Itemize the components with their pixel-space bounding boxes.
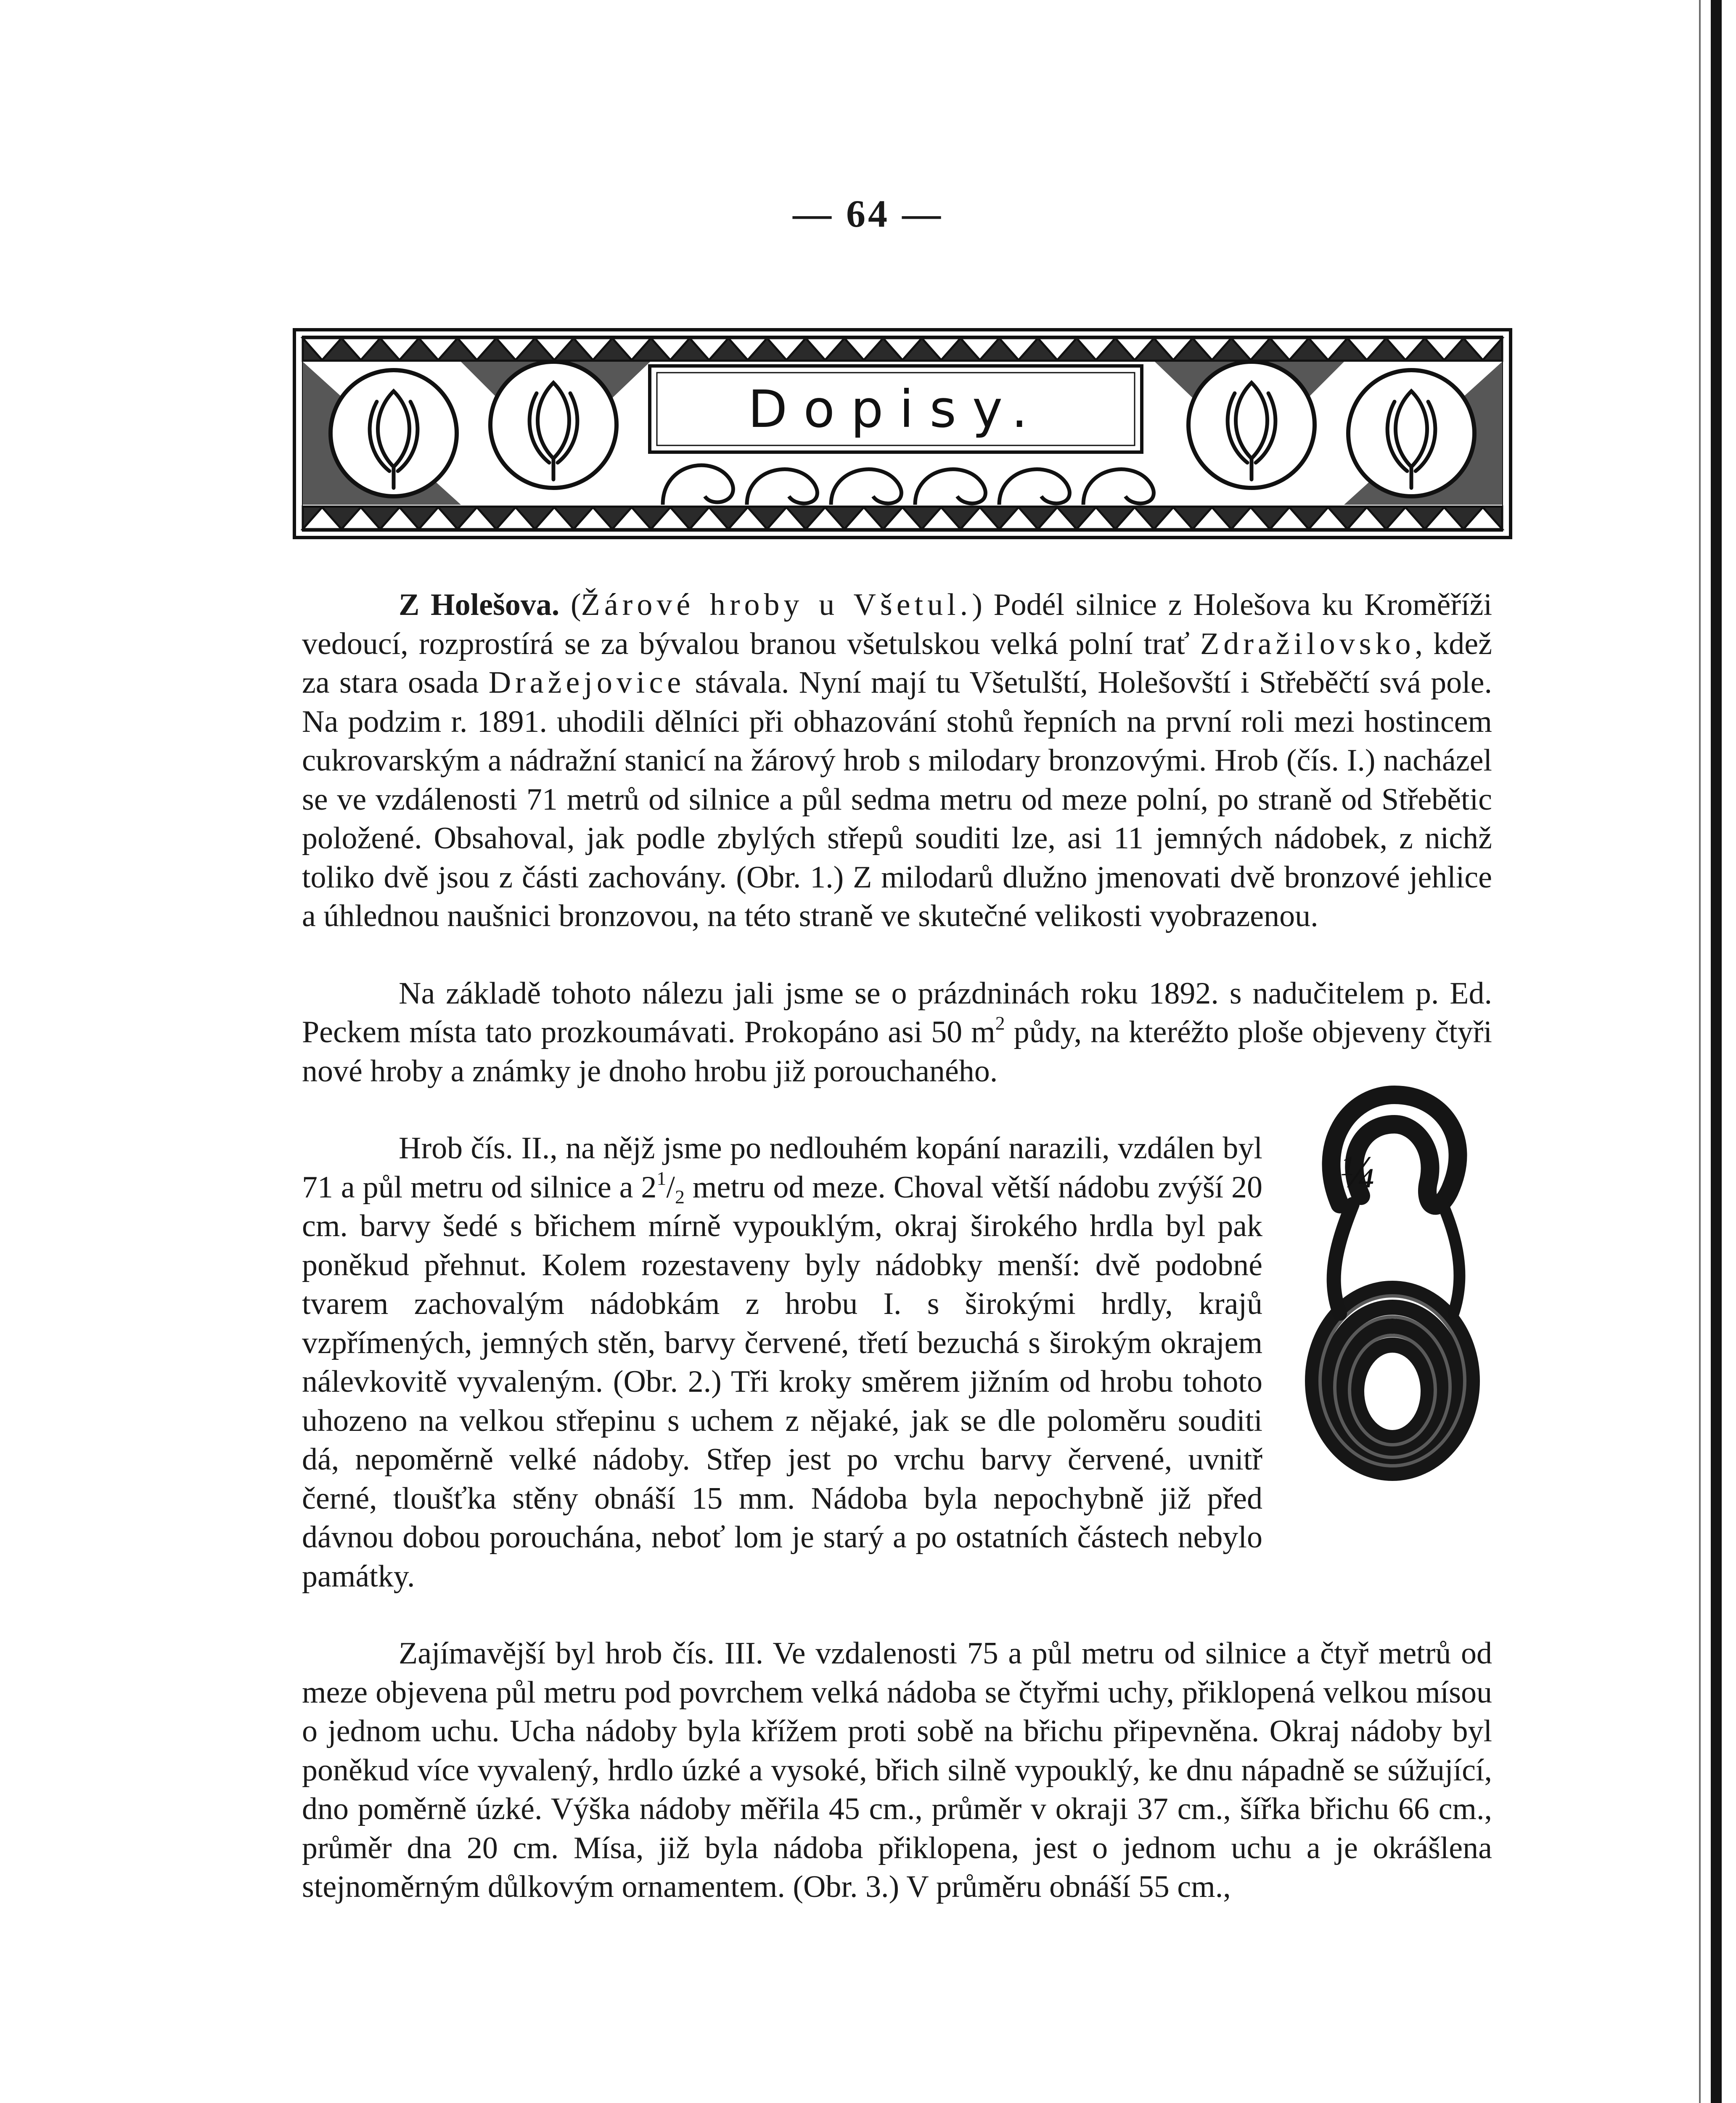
article-topic: Žárové hroby u Všetul. [581,588,972,622]
paragraph-2: Na základě tohoto nálezu jali jsme se o prázdninách roku 1892. s nadučitelem p. Ed. Peckem místa tato prozkoumávati. Prokopáno asi 50 $m^2$ půdy, na kteréžto ploše objeveny čtyři nové hroby a známky je dnoho hrobu již porouchaného. [302,976,1492,1089]
page-edge-line [1699,0,1701,2103]
bronze-earring-icon [1289,1078,1505,1525]
article-body [302,585,1492,1907]
figure-scale-label: ¼ [1340,1146,1375,1197]
paragraph-4: Zajímavější byl hrob čís. III. Ve vzdalenosti 75 a půl metru od silnice a čtyř metrů od meze objevena půl metru pod povrchem velká nádoba se čtyřmi uchy, přiklopená velkou mísou o jednom uchu. Ucha nádoby byla křížem proti sobě na břichu připevněna. Okraj nádoby byl poněkud více vyvalený, hrdlo úzké a vysoké, břich silně vypouklý, ke dnu nápadně se súžující, dno poměrně úzké. Výška nádoby měřila 45 cm., průměr v okraji 37 cm., šířka břichu 66 cm., průměr dna 20 cm. Mísa, již byla nádoba přiklopena, jest o jednom uchu a je okrášlena stejnoměrným důlkovým ornamentem. (Obr. 3.) V průměru obnáší 55 cm., [302,1636,1492,1904]
section-title: Dopisy. [748,379,1044,439]
page-edge-rule [1711,0,1722,2103]
village-name: Dražejovice [488,665,685,700]
field-name: Zdražilovsko [1200,626,1415,661]
page-number: — 64 — [793,192,943,235]
paragraph-3: Hrob čís. II., na nějž jsme po nedlouhém kopání narazili, vzdálen byl 71 a půl metru od silnice a $2^1/_2$ metru od meze. Choval větší nádobu zvýší 20 cm. barvy šedé s břichem mírně vypouklým, okraj širokého hrdla byl pak poněkud přehnut. Kolem rozestaveny byly nádobky menší: dvě podobné tvarem zachovalým nádobkám z hrobu I. s širokými hrdly, krajů vzpřímených, jemných stěn, barvy červené, třetí bezuchá s širokým okrajem nálevkovitě vyvaleným. (Obr. 2.) Tři kroky směrem jižním od hrobu tohoto uhozeno na velkou střepinu s uchem z nějaké, jak se dle poloměru souditi dá, nepoměrně velké nádoby. Střep jest po vrchu barvy červené, uvnitř černé, tloušťka stěny obnáší 15 mm. Nádoba byla nepochybně již před dávnou dobou porouchána, neboť lom je starý a po ostatních částech nebylo památky. [302,1131,1262,1594]
dateline-place: Z Holešova. [399,588,560,622]
paragraph-1: Z Holešova. (Žárové hroby u Všetul.) Podél silnice z Holešova ku Kroměříži vedoucí, rozprostírá se za bývalou branou všetulskou velká polní trať Zdražilovsko, kdež za stara osada Dražejovice stávala. Nyní mají tu Všetulští, Holešovští i Střeběčtí svá pole. Na podzim r. 1891. uhodili dělníci při obhazování stohů řepních na první roli mezi hostincem cukrovarským a nádražní stanicí na žárový hrob s milodary bronzovými. Hrob (čís. I.) nacházel se ve vzdálenosti 71 metrů od silnice a půl sedma metru od meze polní, po straně od Střebětic položené. Obsahoval, jak podle zbylých střepů souditi lze, asi 11 jemných nádobek, z nichž toliko dvě jsou z části zachovány. (Obr. 1.) Z milodarů dlužno jmenovati dvě bronzové jehlice a úhlednou naušnici bronzovou, na této straně ve skutečné velikosti vyobrazenou. [302,588,1493,933]
earring-figure [1289,1078,1505,1525]
